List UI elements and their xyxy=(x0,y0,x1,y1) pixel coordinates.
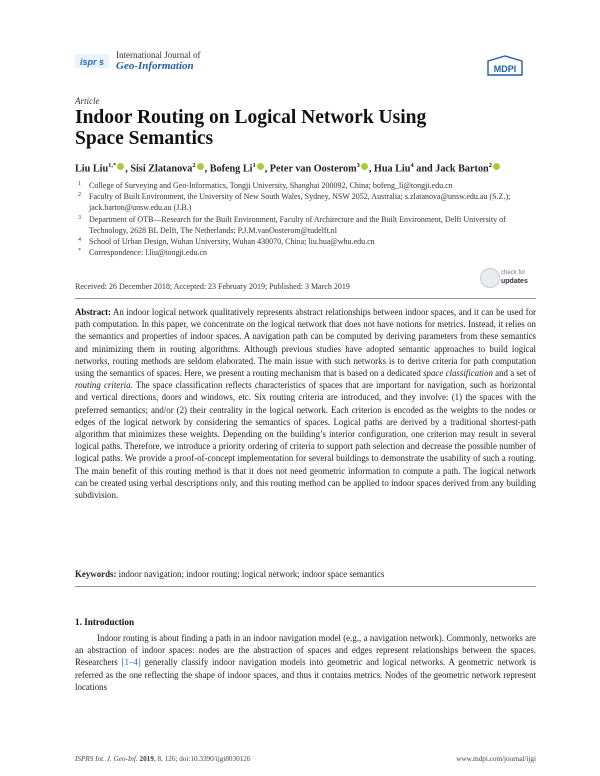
orcid-icon[interactable] xyxy=(117,163,124,170)
author-affiliation-mark: 2 xyxy=(192,162,196,169)
affiliation-mark: 3 xyxy=(78,214,81,221)
affiliation-text: Department of OTB—Research for the Built Environment, Faculty of Architecture and the Built Environment, Delft University of Technology, 2628 BL Delft, The Netherlands; P.J.M.vanOosterom@tudelft.nl xyxy=(89,214,506,235)
author-list: Liu Liu$^{1,*}$ , Sisi Zlatanova$^2$ , Bofeng Li$^1$ , Peter van Oosterom$^3$ , Hua Liu$^4$ and Jack Barton$^2$ xyxy=(75,162,535,174)
affiliation-mark: * xyxy=(78,248,81,255)
author-affiliation-mark: 3 xyxy=(356,162,360,169)
footer-citation xyxy=(75,755,250,763)
ijgi-logo-text: ispr s xyxy=(79,57,105,67)
check-updates-line2: updates xyxy=(501,277,528,285)
abstract-label: Abstract: xyxy=(75,307,111,317)
divider xyxy=(75,586,536,587)
author-name[interactable]: Bofeng Li xyxy=(209,163,253,175)
affiliation-text: College of Surveying and Geo-Informatics, Tongji University, Shanghai 200092, China; bofeng_li@tongji.edu.cn xyxy=(89,181,453,190)
abstract-text: . The space classification reflects characteristics of spaces that are important for navigation, such as horizontal and vertical directions, doors and windows, etc. Six routing criteria are introduced, and they involve: (1) the spaces with the preferred semantics; and/or (2) their centrality in the logical network. Each criterion is encoded as the weights to the nodes or edges of the logical network by considering the semantics of spaces. Logical paths are derived by a traditional shortest-path algorithm that minimizes these weights. Depending on the building’s interior configuration, one criterion may result in several logical paths. Therefore, we introduce a priority ordering of criteria to support path selection and decrease the possible number of logical paths. We provide a proof-of-concept implementation for several buildings to demonstrate the usability of such a routing. The main benefit of this routing method is that it does not need geometric information to compute a path. The logical network can be created using verbal descriptions only, and this routing method can be applied to indoor spaces derived from any building subdivision. xyxy=(75,380,536,501)
check-updates-line1: check for xyxy=(501,270,526,276)
keywords xyxy=(75,569,536,579)
orcid-icon[interactable] xyxy=(197,163,204,170)
author-name[interactable]: Liu Liu xyxy=(75,163,109,175)
footer-year: 2019 xyxy=(139,755,154,763)
correspondence-text: Correspondence: l.liu@tongji.edu.cn xyxy=(89,248,208,258)
affiliation-item xyxy=(75,236,535,247)
author-affiliation-mark: 1 xyxy=(252,162,256,169)
citation-link[interactable]: [1–4] xyxy=(121,657,141,668)
author-affiliation-mark: 2 xyxy=(488,162,492,169)
footer-journal: ISPRS Int. J. Geo-Inf. xyxy=(75,755,138,763)
affiliation-item xyxy=(75,191,535,213)
affiliation-text: School of Urban Design, Wuhan University, Wuhan 430070, China; liu.hua@whu.edu.cn xyxy=(89,237,375,247)
keywords-text: indoor navigation; indoor routing; logical network; indoor space semantics xyxy=(118,569,385,579)
author-name[interactable]: Peter van Oosterom xyxy=(269,163,357,175)
mdpi-logo-text: MDPI xyxy=(493,64,517,74)
orcid-icon[interactable] xyxy=(361,163,368,170)
author-affiliation-mark: 4 xyxy=(410,162,414,169)
author-affiliation-mark: 1,* xyxy=(108,162,117,169)
affiliation-item xyxy=(75,247,535,258)
abstract-text: An indoor logical network qualitatively represents abstract relationships between indoor spaces, and it can be used for path computation. In this paper, we concentrate on the logical network that does not have notions for metrics. Instead, it relies on the semantics and properties of indoor spaces. A navigation path can be computed by deriving parameters from these semantics and minimizing them in routing algorithms. Although previous studies have adopted semantic approaches to build logical networks, routing methods are seldom elaborated. The main issue with such networks is to derive criteria for path computation using the semantics of spaces. Here, we present a routing mechanism that is based on a dedicated xyxy=(75,307,536,379)
intro-text: Indoor routing is about finding a path in an indoor navigation model (e.g., a navigation network). Commonly, networks are an abstraction of indoor spaces: nodes are the abstraction of spaces and edges represent relationships between the spaces. Researchers xyxy=(75,633,536,668)
article-title: Indoor Routing on Logical Network Using Space Semantics xyxy=(75,107,427,149)
abstract-term: routing criteria xyxy=(75,380,131,391)
affiliation-mark: 4 xyxy=(78,237,81,244)
authors-conjunction: and xyxy=(416,163,433,175)
author-name[interactable]: Hua Liu xyxy=(373,163,411,175)
orcid-icon[interactable] xyxy=(257,163,264,170)
ijgi-logo xyxy=(75,52,109,70)
author-name[interactable]: Jack Barton xyxy=(435,163,489,175)
author-name[interactable]: Sisi Zlatanova xyxy=(130,163,193,175)
journal-name-line1: International Journal of xyxy=(116,50,201,60)
journal-name xyxy=(116,50,200,72)
intro-text: generally classify indoor navigation models into geometric and logical networks. A geometric network is referred as the one reflecting the shape of indoor spaces, and thus it contains metrics. Nodes of the geometric network represent locations xyxy=(75,657,536,692)
divider xyxy=(75,298,536,299)
mdpi-logo xyxy=(484,55,526,79)
affiliation-mark: 1 xyxy=(78,181,81,187)
abstract-term: space classification xyxy=(423,368,493,379)
article-type: Article xyxy=(75,96,100,106)
footer-journal-url[interactable]: www.mdpi.com/journal/ijgi xyxy=(456,755,536,763)
affiliation-text: Faculty of Built Environment, the University of New South Wales, Sydney, NSW 2052, Australia; s.zlatanova@unsw.edu.au (S.Z.); jack.barton@unsw.edu.au (J.B.) xyxy=(89,192,511,213)
footer-doi: , 8, 126; doi:10.3390/ijgi8030126 xyxy=(153,755,251,763)
abstract-text: and a set of xyxy=(492,368,536,379)
affiliation-item xyxy=(75,214,535,236)
check-for-updates-badge[interactable] xyxy=(480,268,532,290)
affiliation-item xyxy=(75,180,535,191)
journal-name-line2: Geo-Information xyxy=(116,60,194,72)
section-heading: 1. Introduction xyxy=(75,617,135,627)
introduction-paragraph xyxy=(75,632,536,693)
affiliations xyxy=(75,180,535,258)
abstract xyxy=(75,306,536,501)
publication-dates: Received: 26 December 2018; Accepted: 23 February 2019; Published: 3 March 2019 xyxy=(75,282,350,291)
orcid-icon[interactable] xyxy=(493,163,500,170)
keywords-label: Keywords: xyxy=(75,569,117,579)
check-updates-icon xyxy=(480,268,500,288)
affiliation-mark: 2 xyxy=(78,192,81,199)
check-updates-text xyxy=(501,270,528,286)
